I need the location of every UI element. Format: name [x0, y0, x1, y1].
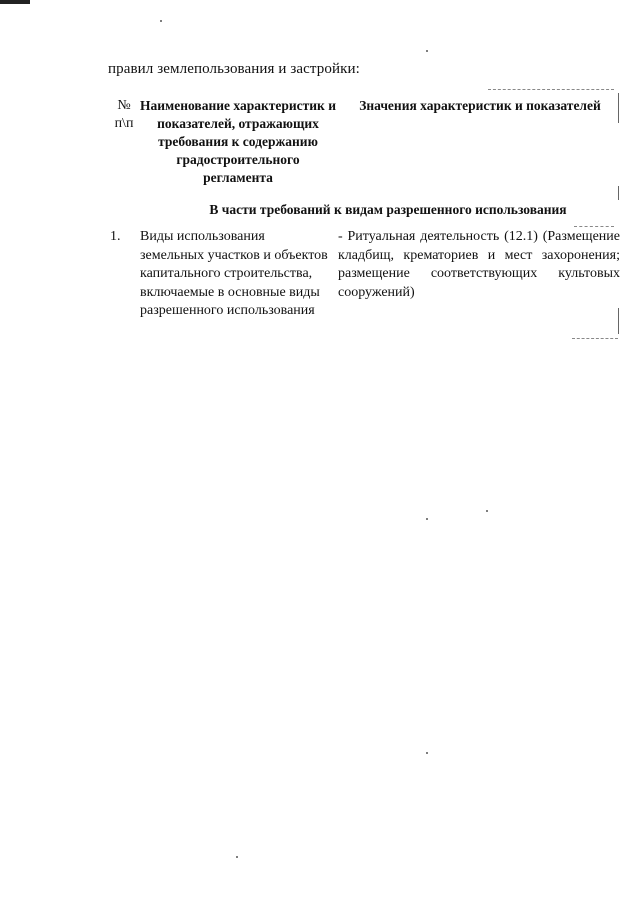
scan-edge-mark [0, 0, 30, 4]
table-border-fragment [488, 89, 614, 90]
header-characteristic-name: Наименование характеристик и показателей, отражающих требования к содержанию градостроительного регламента [140, 98, 336, 185]
header-value: Значения характеристик и показателей [359, 98, 601, 113]
scan-speck [426, 50, 428, 52]
scan-speck [426, 518, 428, 520]
row-number: 1. [110, 229, 121, 244]
table-border-fragment [572, 338, 618, 339]
table-header-row [108, 97, 620, 187]
row-value: - Ритуальная деятельность (12.1) (Размещение кладбищ, крематориев и мест захоронения; размещение соответствующих культовых сооружений) [338, 229, 620, 300]
scan-speck [160, 20, 162, 22]
scan-speck [236, 856, 238, 858]
scan-speck [426, 752, 428, 754]
regulation-table [108, 97, 620, 321]
scan-speck [486, 510, 488, 512]
header-number: № п\п [114, 98, 134, 131]
table-row [108, 228, 620, 321]
section-title: В части требований к видам разрешенного использования [209, 202, 567, 217]
row-characteristic-name: Виды использования земельных участков и объектов капитального строительства, включаемые в основные виды разрешенного использования [140, 229, 328, 318]
intro-text: правил землепользования и застройки: [108, 61, 360, 77]
